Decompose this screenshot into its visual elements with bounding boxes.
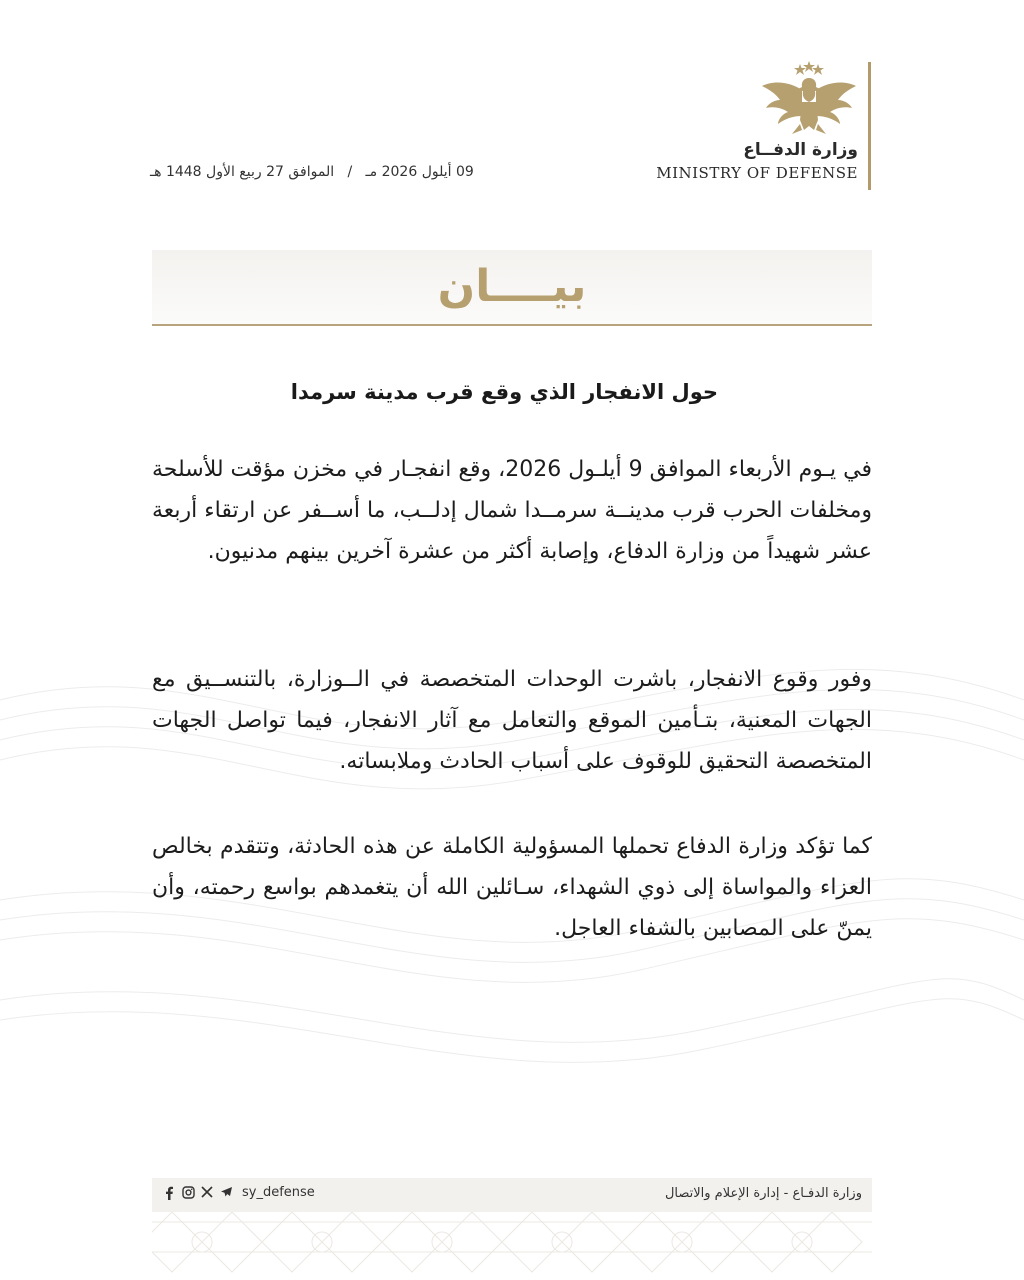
social-handle[interactable]: sy_defense — [242, 1185, 315, 1200]
x-icon[interactable] — [200, 1186, 214, 1200]
statement-paragraph-2: وفور وقوع الانفجار، باشرت الوحدات المتخصصة في الــوزارة، بالتنســيق مع الجهات المعنية، بتـأمين الموقع والتعامل مع آثار الانفجار، فيما تواصل الجهات المتخصصة التحقيق للوقوف على أسباب الحادث وملابساته. — [152, 667, 872, 774]
facebook-icon[interactable] — [162, 1186, 176, 1200]
date-hijri: الموافق 27 ربيع الأول 1448 هـ — [150, 164, 335, 180]
date-line — [150, 164, 480, 180]
date-separator: / — [347, 164, 353, 180]
header-divider — [868, 62, 871, 190]
footer-social-links — [162, 1185, 315, 1200]
statement-subtitle: حول الانفجار الذي وقع قرب مدينة سرمدا — [290, 380, 718, 404]
eagle-emblem-icon — [760, 60, 858, 138]
telegram-icon[interactable] — [219, 1186, 233, 1200]
statement-paragraph-3: كما تؤكد وزارة الدفاع تحملها المسؤولية الكاملة عن هذه الحادثة، وتتقدم بخالص العزاء والمواساة إلى ذوي الشهداء، سـائلين الله أن يتغمدهم بواسع رحمته، وأن يمنّ على المصابين بالشفاء العاجل. — [152, 834, 872, 941]
footer-geometric-pattern — [152, 1212, 872, 1280]
title-banner — [152, 250, 872, 326]
date-gregorian: 09 أيلول 2026 مـ — [365, 164, 474, 180]
page-title: بيــــان — [437, 261, 587, 312]
statement-paragraph-1: في يـوم الأربعاء الموافق 9 أيلـول 2026، وقع انفجـار في مخزن مؤقت للأسلحة ومخلفات الحرب قرب مدينــة سرمــدا شمال إدلــب، ما أســفر عن ارتقاء أربعة عشر شهيداً من وزارة الدفاع، وإصابة أكثر من عشرة آخرين بينهم مدنيون. — [152, 457, 872, 564]
ministry-name-arabic: وزارة الدفــاع — [743, 140, 858, 160]
instagram-icon[interactable] — [181, 1186, 195, 1200]
ministry-name-english: MINISTRY OF DEFENSE — [656, 164, 858, 182]
footer-bar — [152, 1178, 872, 1212]
footer-department: وزارة الدفـاع - إدارة الإعلام والاتصال — [664, 1186, 862, 1201]
